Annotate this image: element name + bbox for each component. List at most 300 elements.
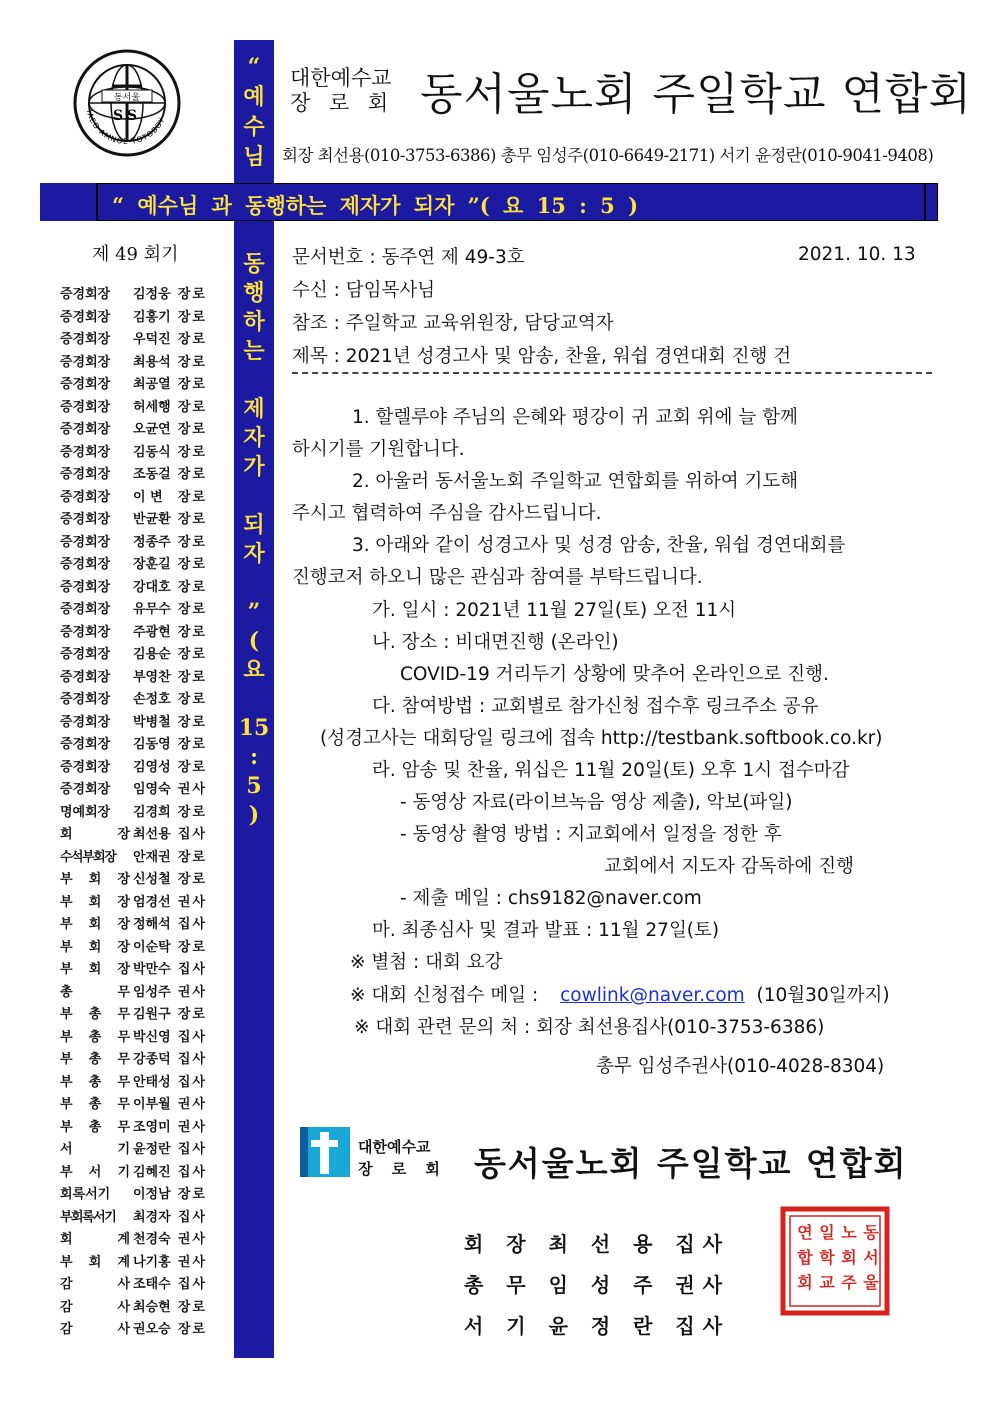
header-title: 동서울노회 주일학교 연합회 [420, 69, 973, 120]
doc-recipient: 수신 : 담임목사님 [292, 280, 436, 301]
item-venue: 나. 장소 : 비대면진행 (온라인) [372, 632, 619, 653]
svg-text:IAEO AMNOE TOTOBOY: IAEO AMNOE TOTOBOY [84, 109, 167, 147]
officer-name-text: 김영성 [133, 759, 171, 775]
officer-row [60, 621, 215, 644]
officer-name-text: 허세행 [133, 399, 171, 415]
officer-role-part: 부 [60, 1164, 73, 1180]
officer-role-part: 기 [117, 1142, 130, 1157]
officer-role: 증경회장 [60, 557, 111, 572]
item-participation-note: (성경고사는 대회당일 링크에 접속 http://testbank.softbook.co.kr) [320, 728, 883, 749]
officer-name-text: 권오승 [133, 1322, 171, 1337]
officer-name-text: 김용순 [133, 647, 171, 662]
officer-name-text: 박병철 [133, 714, 171, 730]
vertical-top-char: 수 [243, 114, 265, 140]
officer-name [133, 1116, 215, 1139]
officer-title: 장로 [177, 737, 207, 752]
officer-role-part: 부 [60, 872, 73, 887]
officer-role-part: 부 [60, 1007, 73, 1022]
signature-clerk: 서 기 윤 정 란 집사 [464, 1314, 731, 1338]
officer-name [133, 1161, 215, 1184]
officer-name-text: 오균연 [133, 422, 171, 437]
officer-name-text: 최공열 [133, 377, 171, 392]
officer-row [60, 778, 215, 801]
officer-role-part: 기 [117, 1164, 130, 1180]
officer-title: 장로 [177, 602, 207, 617]
vertical-bottom-char [234, 685, 274, 714]
attachment-note: ※ 별첨 : 대회 요강 [350, 952, 503, 973]
officer-title: 장로 [177, 579, 207, 595]
officer-role-part: 장 [117, 894, 130, 910]
officer-title: 권사 [177, 1097, 207, 1112]
officer-title: 장로 [177, 354, 207, 370]
officer-name-text: 임성주 [133, 984, 171, 1000]
officer-name-text: 최선용 [133, 827, 171, 842]
officer-row [60, 1161, 215, 1184]
officer-role: 수석부회장 [60, 849, 116, 865]
officer-role: 증경회장 [60, 309, 111, 325]
officer-role [60, 1116, 130, 1139]
officer-title: 장로 [177, 939, 207, 955]
officer-row [60, 351, 215, 374]
officer-name [133, 351, 215, 374]
motto-banner-left-cap [40, 183, 98, 221]
officer-name [133, 891, 215, 914]
svg-text:일: 일 [819, 1223, 835, 1242]
officer-title: 권사 [177, 984, 207, 1000]
officer-row [60, 486, 215, 509]
officer-name [133, 1138, 215, 1161]
officer-name-text: 이 변 [133, 489, 163, 505]
officer-role: 증경회장 [60, 692, 111, 707]
official-seal [780, 1206, 890, 1316]
vertical-bottom-char: 되 [243, 512, 265, 538]
officer-row [60, 801, 215, 824]
officer-title: 장로 [177, 399, 207, 415]
officer-name [133, 463, 215, 486]
paragraph-1-line-2: 하시기를 기원합니다. [292, 439, 465, 460]
officer-title: 권사 [177, 894, 207, 910]
officer-role-part: 부 [60, 1119, 73, 1135]
item-participation: 다. 참여방법 : 교회별로 참가신청 접수후 링크주소 공유 [372, 696, 819, 717]
session-number: 제 49 회기 [92, 244, 179, 265]
officer-role-part: 부 [60, 1052, 73, 1067]
officer-row [60, 508, 215, 531]
officer-role-part: 총 [88, 1052, 102, 1067]
officer-role-part: 무 [117, 1097, 130, 1112]
officer-title: 장로 [177, 377, 207, 392]
vertical-bottom-char: 가 [243, 454, 265, 480]
svg-text:노: 노 [841, 1223, 857, 1242]
vertical-top-char: 예 [243, 84, 265, 110]
officer-name-text: 김경희 [133, 804, 171, 820]
officer-title: 권사 [177, 782, 207, 797]
officer-row [60, 1093, 215, 1116]
item-submit-mail: - 제출 메일 : chs9182@naver.com [400, 888, 702, 909]
officer-title: 집사 [177, 1209, 207, 1225]
item-date-time: 가. 일시 : 2021년 11월 27일(토) 오전 11시 [372, 600, 737, 621]
officer-title: 장로 [177, 287, 207, 302]
svg-text:학: 학 [819, 1248, 835, 1267]
doc-date: 2021. 10. 13 [798, 244, 916, 265]
officer-role [60, 891, 130, 914]
officer-name-text: 박신영 [133, 1029, 171, 1045]
vertical-bottom-char: ” [247, 599, 261, 625]
officer-role [60, 1273, 130, 1296]
svg-text:회: 회 [841, 1248, 857, 1267]
officer-role: 증경회장 [60, 444, 111, 460]
officer-role [60, 868, 130, 891]
officer-title: 집사 [177, 917, 207, 932]
inquiry-line: ※ 대회 관련 문의 처 : 회장 최선용집사(010-3753-6386) [354, 1017, 825, 1038]
vertical-bottom-char: 15 [238, 715, 270, 741]
svg-text:서: 서 [863, 1248, 879, 1267]
officer-name-text: 강종덕 [133, 1052, 171, 1067]
officer-name [133, 328, 215, 351]
officer-title: 장로 [177, 1322, 207, 1337]
officer-name [133, 688, 215, 711]
officer-name-text: 박만수 [133, 962, 171, 977]
vertical-bottom-char: 는 [243, 338, 265, 364]
officer-name-text: 우덕진 [133, 332, 171, 347]
officer-row [60, 733, 215, 756]
officer-name [133, 711, 215, 734]
officer-name-text: 윤정란 [133, 1142, 171, 1157]
vertical-bottom-char: : [249, 744, 259, 770]
vertical-bottom-char: ( [248, 628, 260, 654]
vertical-motto-stripe [234, 40, 274, 1358]
svg-text:연: 연 [797, 1223, 813, 1242]
officer-role: 증경회장 [60, 624, 111, 640]
officer-role-part: 부 [60, 1029, 73, 1045]
officer-role-part: 감 [60, 1277, 73, 1292]
officer-name-text: 김홍기 [133, 309, 171, 325]
officer-row [60, 711, 215, 734]
officer-name [133, 1071, 215, 1094]
officer-name [133, 441, 215, 464]
officer-name-text: 김동영 [133, 737, 171, 752]
motto-banner-text: “ 예수님 과 동행하는 제자가 되자 ”( 요 15 : 5 ) [112, 193, 639, 218]
officer-name-text: 장훈길 [133, 557, 171, 572]
officer-role: 증경회장 [60, 354, 111, 370]
officer-name [133, 1048, 215, 1071]
header-contacts: 회장 최선용(010-3753-6386) 총무 임성주(010-6649-2171) 서기 윤정란(010-9041-9408) [282, 146, 934, 165]
officer-row [60, 913, 215, 936]
officer-title: 장로 [177, 714, 207, 730]
officer-row [60, 598, 215, 621]
officer-row [60, 1206, 215, 1229]
officer-role [60, 913, 130, 936]
officer-name-text: 이정남 [133, 1187, 171, 1202]
officer-role [60, 1161, 130, 1184]
officer-name-text: 손정호 [133, 692, 171, 707]
svg-text:울: 울 [863, 1273, 879, 1292]
officer-role: 증경회장 [60, 332, 111, 347]
officer-name-text: 이부월 [133, 1097, 171, 1112]
officer-name [133, 621, 215, 644]
paragraph-3-line-1: 3. 아래와 같이 성경고사 및 성경 암송, 찬율, 워쉽 경연대회를 [352, 535, 846, 556]
officer-name [133, 666, 215, 689]
officer-role-part: 총 [88, 1074, 102, 1090]
officer-role-part: 부 [60, 1097, 73, 1112]
officer-role-part: 무 [117, 1052, 130, 1067]
officer-title: 장로 [177, 1187, 207, 1202]
doc-subject: 제목 : 2021년 성경고사 및 암송, 찬율, 워쉽 경연대회 진행 건 [292, 346, 792, 367]
officer-name [133, 1273, 215, 1296]
officer-row [60, 553, 215, 576]
officer-role [60, 1026, 130, 1049]
doc-reference: 참조 : 주일학교 교육위원장, 담당교역자 [292, 313, 614, 334]
officer-role-part: 회 [88, 917, 102, 932]
officer-row [60, 441, 215, 464]
doc-number: 문서번호 : 동주연 제 49-3호 [292, 247, 525, 268]
officer-row [60, 1116, 215, 1139]
officer-name-text: 나기홍 [133, 1254, 171, 1270]
svg-text:주: 주 [841, 1273, 857, 1292]
officer-row [60, 1228, 215, 1251]
officer-name-text: 조영미 [133, 1119, 171, 1135]
officer-row [60, 418, 215, 441]
application-mail-link[interactable]: cowlink@naver.com [560, 985, 745, 1006]
officer-name [133, 1318, 215, 1341]
officer-role-part: 회 [88, 872, 102, 887]
officer-name-text: 안태성 [133, 1074, 171, 1090]
officer-role: 증경회장 [60, 714, 111, 730]
application-mail-line [350, 981, 890, 1007]
officer-role: 증경회장 [60, 534, 111, 550]
officer-name-text: 최용석 [133, 354, 171, 370]
vertical-top-char: “ [247, 54, 261, 80]
officer-title: 장로 [177, 489, 207, 505]
officer-row [60, 823, 215, 846]
officer-name [133, 936, 215, 959]
officer-role-part: 회 [60, 1232, 73, 1247]
officer-title: 권사 [177, 1119, 207, 1135]
officer-row [60, 328, 215, 351]
paragraph-2-line-2: 주시고 협력하여 주심을 감사드립니다. [292, 503, 602, 524]
officer-row [60, 1138, 215, 1161]
officer-name [133, 576, 215, 599]
officer-title: 집사 [177, 1074, 207, 1090]
officer-name-text: 김원구 [133, 1007, 171, 1022]
officer-name-text: 안재권 [133, 849, 171, 865]
officer-role [60, 1318, 130, 1341]
officer-role-part: 총 [88, 1097, 102, 1112]
officer-role-part: 장 [117, 939, 130, 955]
footer-org-name: 대한예수교 장 로 회 [358, 1138, 447, 1178]
officer-name-text: 김정웅 [133, 287, 171, 302]
officer-role: 증경회장 [60, 399, 111, 415]
officer-role-part: 감 [60, 1299, 73, 1315]
officer-title: 집사 [177, 1029, 207, 1045]
officer-title: 장로 [177, 534, 207, 550]
officer-role-part: 감 [60, 1322, 73, 1337]
footer-cross-icon [300, 1127, 350, 1177]
officer-role-part: 회 [88, 894, 102, 910]
officer-title: 장로 [177, 512, 207, 527]
officer-title: 집사 [177, 1142, 207, 1157]
officer-name [133, 846, 215, 869]
svg-text:교: 교 [819, 1273, 835, 1292]
officer-title: 장로 [177, 332, 207, 347]
officer-role: 증경회장 [60, 602, 111, 617]
officer-row [60, 306, 215, 329]
officer-role [60, 1138, 130, 1161]
officer-name [133, 531, 215, 554]
officer-row [60, 576, 215, 599]
officer-name-text: 이순탁 [133, 939, 171, 955]
officer-title: 집사 [177, 1052, 207, 1067]
officer-role: 증경회장 [60, 489, 111, 505]
officer-row [60, 1071, 215, 1094]
officer-name-text: 유무수 [133, 602, 171, 617]
officer-role: 증경회장 [60, 737, 111, 752]
vertical-bottom-char [234, 366, 274, 395]
officer-name [133, 643, 215, 666]
officer-row [60, 1003, 215, 1026]
svg-text:동서울: 동서울 [113, 93, 141, 103]
officer-role-part: 부 [60, 917, 73, 932]
officer-title: 장로 [177, 804, 207, 820]
officer-role-part: 부 [60, 894, 73, 910]
officer-title: 장로 [177, 557, 207, 572]
vertical-bottom-char: 하 [243, 309, 265, 335]
officer-name-text: 신성철 [133, 872, 171, 887]
officer-row [60, 1251, 215, 1274]
officer-title: 장로 [177, 309, 207, 325]
officer-title: 집사 [177, 1164, 207, 1180]
officer-name [133, 958, 215, 981]
vertical-bottom-char: 요 [243, 657, 265, 683]
officer-row [60, 846, 215, 869]
officer-role: 증경회장 [60, 782, 111, 797]
officer-name [133, 373, 215, 396]
officer-name-text: 부영찬 [133, 669, 171, 685]
officer-role-part: 총 [88, 1119, 102, 1135]
officer-row [60, 958, 215, 981]
vertical-bottom-char [234, 569, 274, 598]
officer-title: 장로 [177, 759, 207, 775]
officer-name [133, 1093, 215, 1116]
officer-row [60, 373, 215, 396]
officer-role: 증경회장 [60, 377, 111, 392]
officer-name-text: 임영숙 [133, 782, 171, 797]
officer-name [133, 396, 215, 419]
vertical-bottom-char: 5 [246, 773, 262, 799]
officer-name [133, 778, 215, 801]
svg-text:합: 합 [797, 1248, 813, 1267]
officer-role-part: 계 [117, 1232, 130, 1247]
officer-row [60, 1296, 215, 1319]
officer-row [60, 1048, 215, 1071]
item-video-method-cont: 교회에서 지도자 감독하에 진행 [604, 856, 854, 877]
officer-title: 장로 [177, 1299, 207, 1315]
application-mail-label: ※ 대회 신청접수 메일 : [350, 985, 539, 1006]
inquiry-line-2: 총무 임성주권사(010-4028-8304) [596, 1056, 885, 1077]
officer-role-part: 사 [117, 1322, 130, 1337]
officer-row [60, 688, 215, 711]
officer-name [133, 981, 215, 1004]
officer-role: 증경회장 [60, 422, 111, 437]
officer-title: 장로 [177, 872, 207, 887]
officer-role-part: 장 [117, 827, 130, 842]
officer-title: 장로 [177, 467, 207, 482]
officer-row [60, 1183, 215, 1206]
officer-name [133, 306, 215, 329]
officer-role [60, 1071, 130, 1094]
vertical-bottom-char: 자 [243, 541, 265, 567]
motto-banner-right-cap [924, 183, 938, 221]
officer-role [60, 1048, 130, 1071]
vertical-bottom-char: ) [248, 802, 260, 828]
officer-role [60, 958, 130, 981]
officer-role-part: 사 [117, 1299, 130, 1315]
officer-role-part: 무 [117, 1119, 130, 1135]
officer-name [133, 508, 215, 531]
officer-name-text: 정종주 [133, 534, 171, 550]
officer-row [60, 868, 215, 891]
officer-name [133, 733, 215, 756]
officer-role-part: 무 [117, 1007, 130, 1022]
officer-name-text: 천경숙 [133, 1232, 171, 1247]
officer-role: 증경회장 [60, 512, 111, 527]
item-final-result: 마. 최종심사 및 결과 발표 : 11월 27일(토) [372, 920, 720, 941]
officer-title: 장로 [177, 444, 207, 460]
vertical-top-char: 님 [243, 144, 265, 170]
officer-name-text: 강대호 [133, 579, 171, 595]
header-org-name: 대한예수교 장 로 회 [290, 66, 395, 115]
officer-name [133, 1251, 215, 1274]
officer-name [133, 756, 215, 779]
officer-title: 장로 [177, 422, 207, 437]
officer-name-text: 김혜진 [133, 1164, 171, 1180]
officer-title: 장로 [177, 647, 207, 662]
officer-title: 권사 [177, 1232, 207, 1247]
officer-row [60, 936, 215, 959]
officer-name-text: 최승현 [133, 1299, 171, 1315]
officer-name [133, 868, 215, 891]
officer-row [60, 981, 215, 1004]
footer-title: 동서울노회 주일학교 연합회 [474, 1144, 908, 1183]
officer-role-part: 서 [60, 1142, 73, 1157]
officer-role: 증경회장 [60, 669, 111, 685]
officer-row [60, 1318, 215, 1341]
officer-role-part: 부 [60, 939, 73, 955]
officer-name [133, 1296, 215, 1319]
officer-role [60, 981, 130, 1004]
paragraph-3-line-2: 진행코저 하오니 많은 관심과 참여를 부탁드립니다. [292, 567, 703, 588]
officer-role-part: 부 [60, 1254, 73, 1270]
officer-row [60, 396, 215, 419]
vertical-motto-top [234, 52, 274, 172]
officer-row [60, 531, 215, 554]
officer-row [60, 1026, 215, 1049]
officer-list [60, 283, 215, 1341]
officer-role [60, 823, 130, 846]
officer-name [133, 486, 215, 509]
officer-role-part: 회 [60, 827, 73, 842]
application-mail-deadline: (10월30일까지) [756, 985, 890, 1006]
officer-row [60, 283, 215, 306]
officer-name-text: 조동걸 [133, 467, 171, 482]
officer-name [133, 801, 215, 824]
signature-president: 회 장 최 선 용 집사 [464, 1232, 731, 1256]
officer-name [133, 553, 215, 576]
officer-role: 부회록서기 [60, 1209, 116, 1225]
officer-role: 증경회장 [60, 647, 111, 662]
officer-role-part: 무 [117, 984, 130, 1000]
officer-title: 장로 [177, 669, 207, 685]
officer-role-part: 부 [60, 1074, 73, 1090]
